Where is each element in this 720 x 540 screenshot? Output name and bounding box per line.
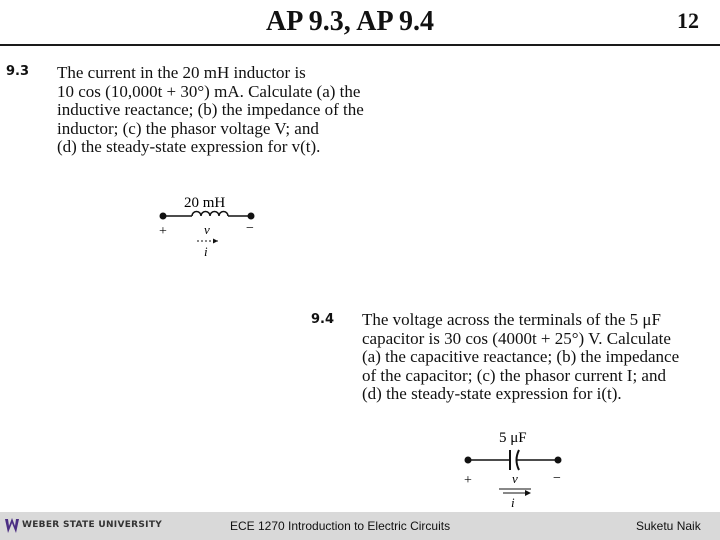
current-arrow-icon	[525, 490, 531, 496]
author-name: Suketu Naik	[636, 519, 701, 533]
problem-9-4-text	[362, 311, 679, 404]
right-terminal	[248, 213, 255, 220]
slide-title: AP 9.3, AP 9.4	[265, 6, 434, 37]
plus-sign: +	[464, 473, 472, 488]
problem-text-line: The voltage across the terminals of the 5 μF	[362, 310, 661, 329]
problem-text-line: capacitor is 30 cos (4000t + 25°) V. Calculate	[362, 328, 671, 348]
plus-sign: +	[159, 224, 167, 239]
current-arrow-icon	[213, 239, 218, 244]
problem-text-line: (d) the steady-state expression for i(t).	[362, 384, 622, 404]
university-name: WEBER STATE UNIVERSITY	[22, 520, 163, 530]
inductor-value-label: 20 mH	[184, 195, 226, 211]
minus-sign: −	[246, 221, 254, 236]
inductor-coil-icon	[192, 212, 228, 217]
inductor-circuit-diagram	[150, 190, 270, 262]
voltage-label: v	[204, 222, 210, 237]
problem-text-line: (d) the steady-state expression for v(t).	[57, 137, 321, 157]
current-label: i	[204, 244, 208, 259]
minus-sign: −	[553, 471, 561, 486]
weber-state-w-logo-icon	[4, 517, 20, 535]
right-terminal	[555, 457, 562, 464]
problem-text-line: inductive reactance; (b) the impedance of the	[57, 100, 364, 120]
voltage-label: v	[512, 471, 518, 486]
title-divider	[0, 44, 720, 46]
problem-text-line: 10 cos (10,000t + 30°) mA. Calculate (a) the	[57, 81, 361, 101]
capacitor-circuit-diagram	[455, 425, 580, 510]
problem-text-line: of the capacitor; (c) the phasor current I; and	[362, 365, 666, 385]
footer-bar	[0, 512, 720, 540]
slide-number: 12	[677, 8, 699, 33]
problem-9-3-number: 9.3	[6, 64, 30, 79]
problem-9-3-text	[57, 64, 364, 157]
course-title: ECE 1270 Introduction to Electric Circuits	[230, 519, 451, 533]
problem-text-line: The current in the 20 mH inductor is	[57, 63, 306, 82]
problem-text-line: inductor; (c) the phasor voltage V; and	[57, 118, 319, 138]
problem-text-line: (a) the capacitive reactance; (b) the impedance	[362, 347, 680, 367]
problem-9-4-number: 9.4	[311, 312, 335, 327]
capacitor-value-label: 5 μF	[499, 430, 527, 446]
current-label: i	[511, 495, 515, 510]
